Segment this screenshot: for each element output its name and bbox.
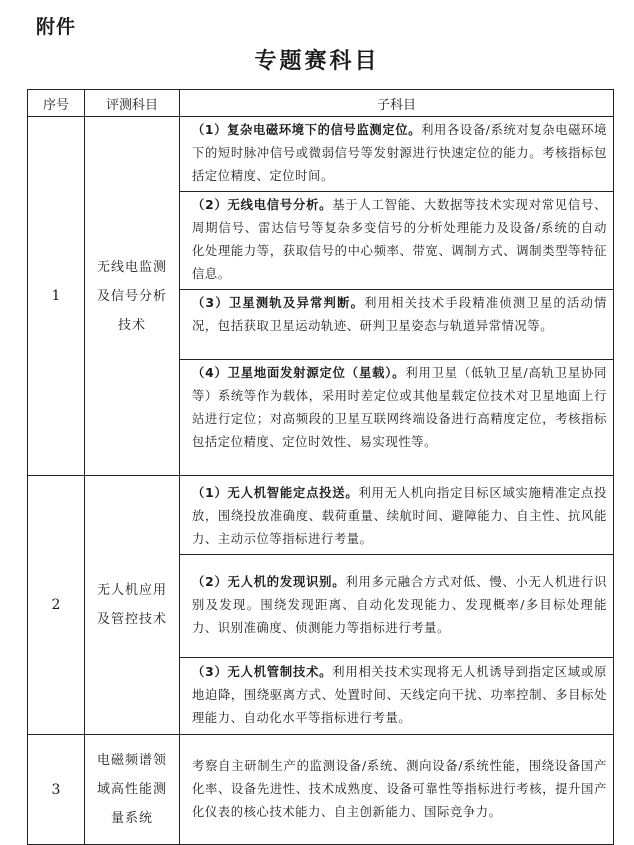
page-title: 专题赛科目 <box>254 48 380 74</box>
subject-cell <box>180 117 614 192</box>
header-category: 评测科目 <box>85 90 180 117</box>
subject-desc: 基于人工智能、大数据等技术实现对常见信号、周期信号、雷达信号等复杂多变信号的分析处理能力及设备/系统的自动化处理能力等，获取信号的中心频率、带宽、调制方式、调制类型等特征信息。 <box>192 198 607 281</box>
subject-desc: 考察自主研制生产的监测设备/系统、测向设备/系统性能，围绕设备国产化率、设备先进性、技术成熟度、设备可靠性等指标进行考核，提升国产化仪表的核心技术能力、自主创新能力、国际竞争力。 <box>192 758 607 819</box>
subject-cell <box>180 658 614 735</box>
row-number: 3 <box>28 735 85 845</box>
subject-cell <box>180 192 614 290</box>
header-no: 序号 <box>28 90 85 117</box>
subject-desc: 利用相关技术实现将无人机诱导到指定区域或原地迫降，围绕驱离方式、处置时间、天线定向干扰、功率控制、多目标处理能力、自动化水平等指标进行考量。 <box>192 665 607 725</box>
table-row <box>28 476 614 555</box>
subject-title: （3）卫星测轨及异常判断。 <box>192 296 365 310</box>
subject-title: （1）无人机智能定点投送。 <box>192 486 359 500</box>
row-number: 2 <box>28 476 85 735</box>
subject-cell <box>180 476 614 555</box>
table-row <box>28 735 614 845</box>
attachment-label: 附件 <box>36 16 77 38</box>
subject-title: （3）无人机管制技术。 <box>192 665 333 679</box>
subject-desc: 利用各设备/系统对复杂电磁环境下的短时脉冲信号或微弱信号等发射源进行快速定位的能力。考核指标包括定位精度、定位时间。 <box>192 123 607 183</box>
header-subject: 子科目 <box>180 90 614 117</box>
subject-title: （2）无线电信号分析。 <box>192 198 333 212</box>
subject-cell <box>180 290 614 360</box>
subject-desc: 利用相关技术手段精准侦测卫星的活动情况，包括获取卫星运动轨迹、研判卫星姿态与轨道异常情况等。 <box>192 296 607 333</box>
subject-cell <box>180 555 614 658</box>
subject-desc: 利用无人机向指定目标区域实施精准定点投放，围绕投放准确度、载荷重量、续航时间、避障能力、自主性、抗风能力、主动示位等指标进行考量。 <box>192 486 607 546</box>
subjects-table <box>27 89 614 845</box>
table-header-row <box>28 90 614 117</box>
subject-title: （1）复杂电磁环境下的信号监测定位。 <box>192 123 422 137</box>
subject-cell <box>180 360 614 476</box>
table-row <box>28 117 614 192</box>
row-number: 1 <box>28 117 85 476</box>
category-cell: 无人机应用及管控技术 <box>85 476 180 735</box>
category-cell: 无线电监测及信号分析技术 <box>85 117 180 476</box>
category-cell: 电磁频谱领域高性能测量系统 <box>85 735 180 845</box>
subject-desc: 利用卫星（低轨卫星/高轨卫星协同等）系统等作为载体，采用时差定位或其他星载定位技术对卫星地面上行站进行定位；对高频段的卫星互联网终端设备进行高精度定位，考核指标包括定位精度、定位时效性、易实现性等。 <box>192 366 607 449</box>
subject-cell <box>180 735 614 845</box>
subject-title: （2）无人机的发现识别。 <box>192 575 346 589</box>
subject-title: （4）卫星地面发射源定位（星载）。 <box>192 366 406 380</box>
subject-desc: 利用多元融合方式对低、慢、小无人机进行识别及发现。围绕发现距离、自动化发现能力、发现概率/多目标处理能力、识别准确度、侦测能力等指标进行考量。 <box>192 575 607 635</box>
